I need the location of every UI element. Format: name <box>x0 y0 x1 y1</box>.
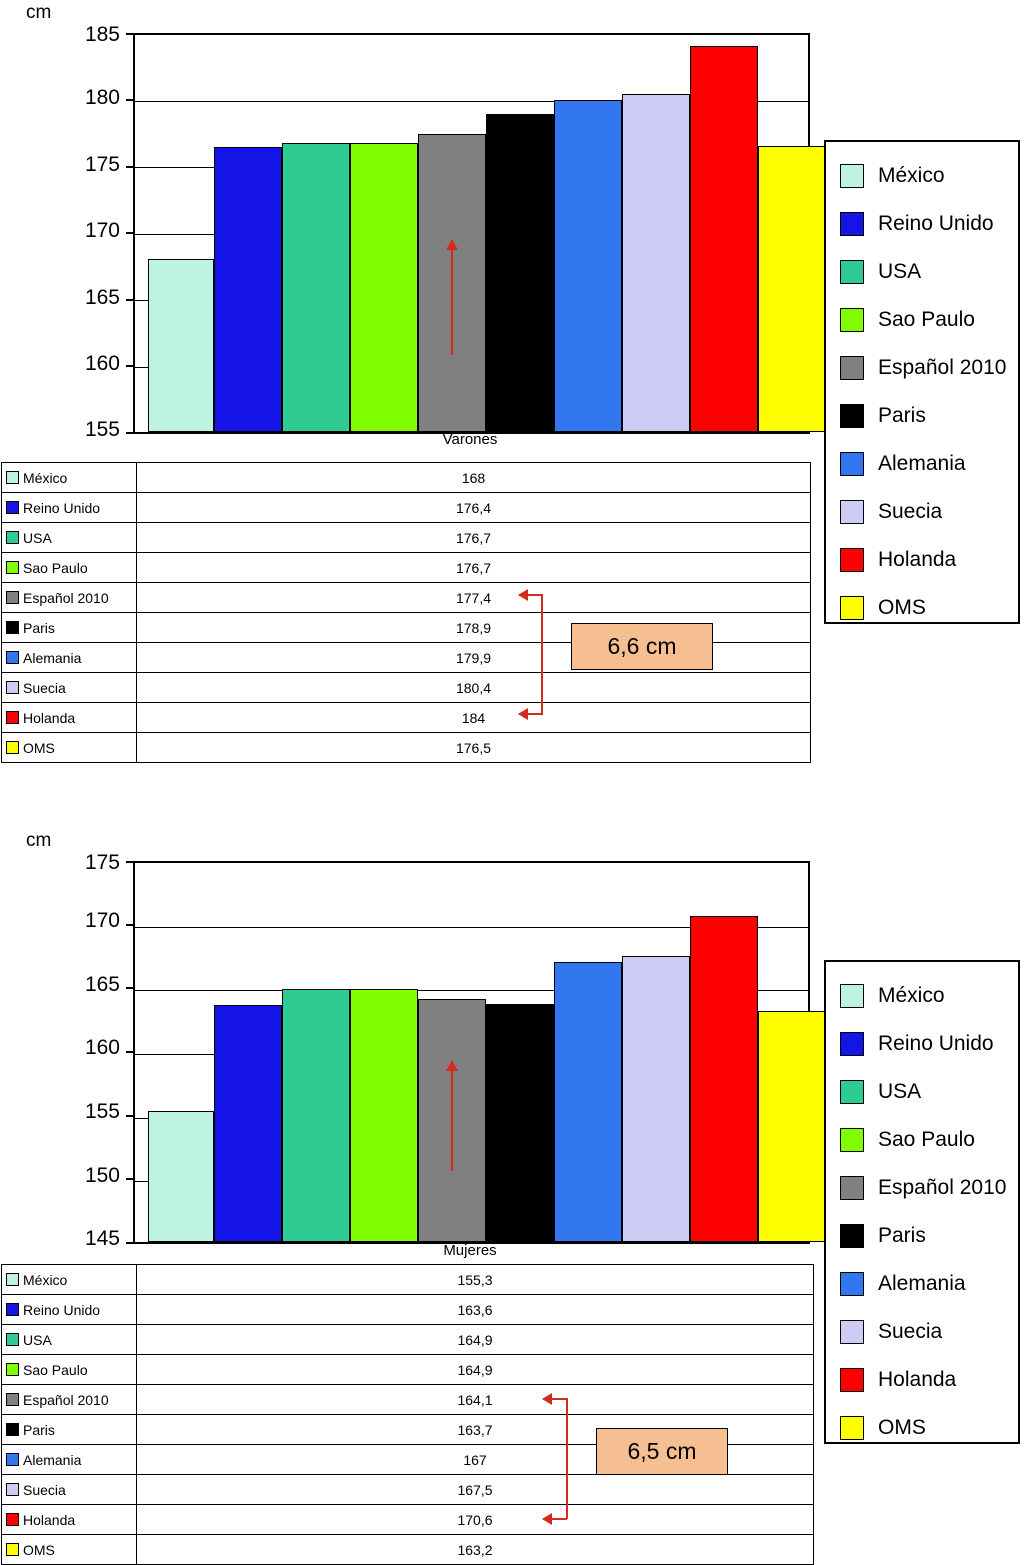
row-value: 164,9 <box>137 1355 814 1385</box>
row-value: 167,5 <box>137 1475 814 1505</box>
swatch-alemania <box>6 651 19 664</box>
legend-swatch-holanda <box>840 1368 864 1392</box>
y-tick-155: 155 <box>84 418 120 441</box>
table-row <box>2 493 811 523</box>
table-row <box>2 583 811 613</box>
row-value: 163,6 <box>137 1295 814 1325</box>
legend-swatch-paris <box>840 404 864 428</box>
delta-arrow-top-varones <box>519 594 543 596</box>
legend-item-oms <box>840 1404 1004 1452</box>
y-tick-165: 165 <box>84 973 120 996</box>
swatch-espanol-2010 <box>6 591 19 604</box>
data-table-mujeres <box>1 1264 814 1565</box>
y-tick-mark <box>126 365 133 367</box>
legend-swatch-reino-unido <box>840 1032 864 1056</box>
legend-item-suecia <box>840 1308 1004 1356</box>
legend-swatch-suecia <box>840 500 864 524</box>
y-tick-mark <box>126 1051 133 1053</box>
legend-item-suecia <box>840 488 1004 536</box>
table-row <box>2 1265 814 1295</box>
swatch-espanol-2010 <box>6 1393 19 1406</box>
table-row <box>2 553 811 583</box>
row-label: Suecia <box>23 1481 66 1498</box>
legend-label-espanol-2010: Español 2010 <box>878 1176 1007 1199</box>
delta-arrow-bottom-varones <box>519 713 543 715</box>
row-label: Sao Paulo <box>23 1361 88 1378</box>
delta-label-varones: 6,6 cm <box>571 623 713 670</box>
legend-swatch-espanol-2010 <box>840 1176 864 1200</box>
legend-swatch-suecia <box>840 1320 864 1344</box>
legend-label-mexico: México <box>878 984 945 1007</box>
swatch-paris <box>6 1423 19 1436</box>
legend-swatch-sao-paulo <box>840 1128 864 1152</box>
legend-label-oms: OMS <box>878 1416 926 1439</box>
legend-item-paris <box>840 392 1004 440</box>
legend-label-sao-paulo: Sao Paulo <box>878 308 975 331</box>
row-label: Holanda <box>23 709 76 726</box>
y-tick-160: 160 <box>84 352 120 375</box>
swatch-sao-paulo <box>6 561 19 574</box>
legend-item-alemania <box>840 1260 1004 1308</box>
row-label: Alemania <box>23 649 82 666</box>
table-row <box>2 1355 814 1385</box>
row-value: 168 <box>137 463 811 493</box>
legend-item-usa <box>840 1068 1004 1116</box>
bar-usa <box>282 143 350 432</box>
category-label-varones: Varones <box>442 431 498 448</box>
y-tick-mark <box>126 861 133 863</box>
table-row <box>2 523 811 553</box>
legend-swatch-sao-paulo <box>840 308 864 332</box>
bar-series-mujeres <box>135 863 808 1242</box>
row-value: 179,9 <box>137 643 811 673</box>
legend-item-oms <box>840 584 1004 632</box>
legend-item-reino-unido <box>840 1020 1004 1068</box>
legend-label-suecia: Suecia <box>878 500 943 523</box>
y-tick-160: 160 <box>84 1036 120 1059</box>
row-label: OMS <box>23 1541 55 1558</box>
bar-paris <box>486 114 554 432</box>
row-value: 177,4 <box>137 583 811 613</box>
legend-swatch-paris <box>840 1224 864 1248</box>
legend-item-sao-paulo <box>840 1116 1004 1164</box>
bar-paris <box>486 1004 554 1242</box>
y-tick-180: 180 <box>84 86 120 109</box>
bar-mexico <box>148 259 214 432</box>
legend-swatch-holanda <box>840 548 864 572</box>
legend-item-sao-paulo <box>840 296 1004 344</box>
legend-label-paris: Paris <box>878 404 926 427</box>
legend-label-espanol-2010: Español 2010 <box>878 356 1007 379</box>
category-label-mujeres: Mujeres <box>443 1242 497 1259</box>
y-tick-155: 155 <box>84 1100 120 1123</box>
growth-arrow-mujeres <box>451 1061 453 1171</box>
bar-series-varones <box>135 35 808 432</box>
data-table-varones <box>1 462 811 763</box>
table-row <box>2 1505 814 1535</box>
bar-usa <box>282 989 350 1242</box>
legend-swatch-mexico <box>840 984 864 1008</box>
row-label: Español 2010 <box>23 589 109 606</box>
y-axis-unit-label-mujeres: cm <box>26 830 52 851</box>
legend-swatch-oms <box>840 1416 864 1440</box>
legend-label-paris: Paris <box>878 1224 926 1247</box>
delta-arrow-top-mujeres <box>543 1398 567 1400</box>
legend-swatch-usa <box>840 260 864 284</box>
y-tick-170: 170 <box>84 219 120 242</box>
table-row <box>2 703 811 733</box>
row-label: Holanda <box>23 1511 76 1528</box>
legend-swatch-alemania <box>840 452 864 476</box>
y-tick-mark <box>126 924 133 926</box>
legend-item-mexico <box>840 152 1004 200</box>
y-tick-165: 165 <box>84 286 120 309</box>
row-label: México <box>23 469 68 486</box>
row-value: 180,4 <box>137 673 811 703</box>
swatch-usa <box>6 1333 19 1346</box>
delta-label-mujeres: 6,5 cm <box>596 1428 728 1475</box>
table-row <box>2 1475 814 1505</box>
y-tick-mark <box>126 99 133 101</box>
y-tick-mark <box>126 1178 133 1180</box>
bar-suecia <box>622 94 690 432</box>
delta-connector-mujeres <box>566 1398 568 1519</box>
bar-reino-unido <box>214 147 282 432</box>
row-value: 163,2 <box>137 1535 814 1565</box>
row-value: 176,4 <box>137 493 811 523</box>
legend-varones <box>824 140 1020 624</box>
legend-item-mexico <box>840 972 1004 1020</box>
y-tick-170: 170 <box>84 909 120 932</box>
legend-label-sao-paulo: Sao Paulo <box>878 1128 975 1151</box>
legend-item-espanol-2010 <box>840 1164 1007 1212</box>
legend-swatch-reino-unido <box>840 212 864 236</box>
legend-label-alemania: Alemania <box>878 1272 966 1295</box>
legend-label-alemania: Alemania <box>878 452 966 475</box>
legend-label-reino-unido: Reino Unido <box>878 212 994 235</box>
swatch-reino-unido <box>6 501 19 514</box>
table-row <box>2 733 811 763</box>
row-value: 167 <box>137 1445 814 1475</box>
delta-arrow-bottom-mujeres <box>543 1518 567 1520</box>
legend-label-mexico: México <box>878 164 945 187</box>
row-label: Reino Unido <box>23 1301 101 1318</box>
y-tick-185: 185 <box>84 23 120 46</box>
bar-oms <box>758 1011 826 1242</box>
table-row <box>2 1385 814 1415</box>
row-label: USA <box>23 529 52 546</box>
row-label: Reino Unido <box>23 499 101 516</box>
legend-swatch-mexico <box>840 164 864 188</box>
plot-area-mujeres <box>133 861 810 1244</box>
row-value: 155,3 <box>137 1265 814 1295</box>
swatch-oms <box>6 741 19 754</box>
bar-sao-paulo <box>350 143 418 432</box>
row-value: 176,5 <box>137 733 811 763</box>
bar-suecia <box>622 956 690 1242</box>
table-row <box>2 463 811 493</box>
table-row <box>2 673 811 703</box>
y-tick-175: 175 <box>84 153 120 176</box>
y-tick-mark <box>126 1242 133 1244</box>
row-label: USA <box>23 1331 52 1348</box>
swatch-suecia <box>6 1483 19 1496</box>
legend-swatch-usa <box>840 1080 864 1104</box>
bar-mexico <box>148 1111 214 1242</box>
y-tick-150: 150 <box>84 1164 120 1187</box>
bar-reino-unido <box>214 1005 282 1242</box>
y-tick-145: 145 <box>84 1227 120 1250</box>
delta-connector-varones <box>541 594 543 714</box>
legend-label-oms: OMS <box>878 596 926 619</box>
bar-alemania <box>554 962 622 1242</box>
row-label: Español 2010 <box>23 1391 109 1408</box>
bar-oms <box>758 146 826 432</box>
swatch-mexico <box>6 1273 19 1286</box>
swatch-sao-paulo <box>6 1363 19 1376</box>
y-tick-mark <box>126 987 133 989</box>
row-label: México <box>23 1271 68 1288</box>
legend-label-usa: USA <box>878 260 922 283</box>
legend-item-reino-unido <box>840 200 1004 248</box>
legend-swatch-oms <box>840 596 864 620</box>
row-label: OMS <box>23 739 55 756</box>
legend-swatch-alemania <box>840 1272 864 1296</box>
chart-block-varones <box>0 0 1024 760</box>
legend-item-espanol-2010 <box>840 344 1007 392</box>
swatch-suecia <box>6 681 19 694</box>
y-tick-mark <box>126 432 133 434</box>
y-tick-175: 175 <box>84 851 120 874</box>
y-tick-mark <box>126 232 133 234</box>
legend-label-holanda: Holanda <box>878 548 957 571</box>
table-row <box>2 1535 814 1565</box>
bar-holanda <box>690 916 758 1242</box>
swatch-reino-unido <box>6 1303 19 1316</box>
legend-label-suecia: Suecia <box>878 1320 943 1343</box>
swatch-holanda <box>6 711 19 724</box>
y-axis-unit-label-varones: cm <box>26 2 52 23</box>
row-value: 176,7 <box>137 553 811 583</box>
legend-item-holanda <box>840 536 1004 584</box>
row-label: Sao Paulo <box>23 559 88 576</box>
bar-sao-paulo <box>350 989 418 1242</box>
bar-alemania <box>554 100 622 432</box>
swatch-holanda <box>6 1513 19 1526</box>
swatch-mexico <box>6 471 19 484</box>
swatch-paris <box>6 621 19 634</box>
plot-area-varones <box>133 33 810 434</box>
table-row <box>2 1295 814 1325</box>
legend-label-usa: USA <box>878 1080 922 1103</box>
legend-label-holanda: Holanda <box>878 1368 957 1391</box>
row-value: 184 <box>137 703 811 733</box>
legend-item-alemania <box>840 440 1004 488</box>
row-label: Paris <box>23 1421 55 1438</box>
y-tick-mark <box>126 33 133 35</box>
swatch-usa <box>6 531 19 544</box>
row-value: 164,1 <box>137 1385 814 1415</box>
legend-item-usa <box>840 248 1004 296</box>
legend-mujeres <box>824 960 1020 1444</box>
chart-block-mujeres <box>0 805 1024 1558</box>
row-value: 176,7 <box>137 523 811 553</box>
row-value: 163,7 <box>137 1415 814 1445</box>
legend-item-paris <box>840 1212 1004 1260</box>
y-tick-mark <box>126 299 133 301</box>
growth-arrow-varones <box>451 240 453 355</box>
bar-holanda <box>690 46 758 432</box>
y-tick-mark <box>126 166 133 168</box>
row-label: Alemania <box>23 1451 82 1468</box>
row-label: Suecia <box>23 679 66 696</box>
legend-item-holanda <box>840 1356 1004 1404</box>
swatch-oms <box>6 1543 19 1556</box>
row-value: 178,9 <box>137 613 811 643</box>
legend-swatch-espanol-2010 <box>840 356 864 380</box>
table-row <box>2 1325 814 1355</box>
legend-label-reino-unido: Reino Unido <box>878 1032 994 1055</box>
row-label: Paris <box>23 619 55 636</box>
swatch-alemania <box>6 1453 19 1466</box>
row-value: 164,9 <box>137 1325 814 1355</box>
row-value: 170,6 <box>137 1505 814 1535</box>
y-tick-mark <box>126 1115 133 1117</box>
